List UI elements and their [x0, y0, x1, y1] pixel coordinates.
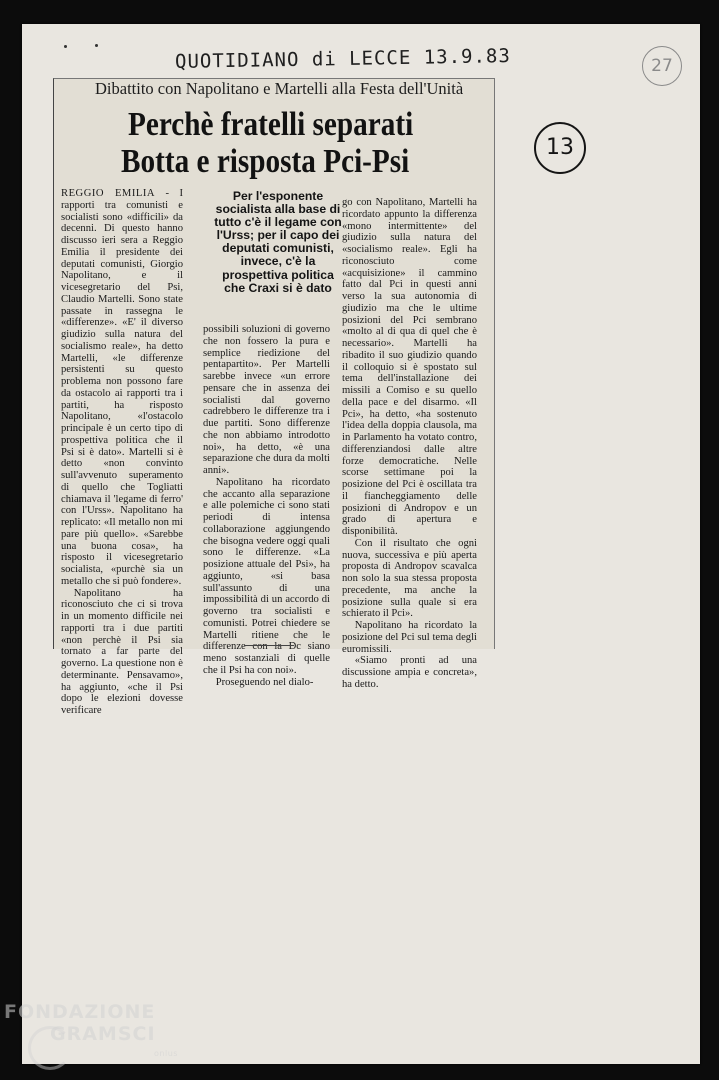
- column-2-paragraph-1: possibili soluzioni di governo che non fossero la pura e semplice riedizione del pentapartito». Per Martelli sarebbe invece «un errore pensare che in assenza dei socialisti dal governo cadrebbero le differenze tra i due partiti. Sono differenze che non abbiamo introdotto noi», ha detto, «è una separazione che dura da molti anni».: [203, 324, 330, 476]
- column-end-rule: [244, 645, 294, 646]
- column-1-paragraph-2: Napolitano ha riconosciuto che ci si trova in un momento difficile nei rapporti tra i due partiti «non perchè il Psi sia tornato a far parte del governo. La questione non è determinante. Pensavamo», ha aggiunto, «che il Psi dopo le elezioni dovesse verificare: [61, 587, 183, 716]
- watermark-line-2: GRAMSCI: [50, 1023, 156, 1045]
- circled-number-annotation: 13: [534, 122, 586, 174]
- column-1-paragraph-1: [61, 188, 183, 588]
- column-3-paragraph-1: go con Napolitano, Martelli ha ricordato appunto la differenza «mono intermittente» del giudizio sulla natura del «socialismo reale». Egli ha riconosciuto come «acquisizione» il cammino fatto dal Pci in questi anni verso la sua autonomia di giudizio ma che le ultime posizioni del Pci sembrano «molto al di qua di quel che è necessario». Martelli ha ribadito il suo giudizio quando il colloquio si è spostato sul tema dell'installazione dei missili a Comiso e su quello della pace e del disarmo. «Il Pci», ha detto, «ha sostenuto l'idea della doppia clausola, ma in Parlamento ha votato contro, differenziandosi dalle altre forze democratiche. Nelle scorse settimane poi la posizione del Pci è oscillata tra il fiancheggiamento delle posizioni di Andropov e un grado di apertura e disponibilità.: [342, 197, 477, 537]
- handwritten-source-note: QUOTIDIANO di LECCE 13.9.83: [174, 45, 512, 73]
- headline-line-1: Perchè fratelli separati: [128, 106, 414, 143]
- column-1-text: - I rapporti tra comunisti e socialisti sono «difficili» da decenni. Di questo hanno discusso ieri sera a Reggio Emilia il presidente dei deputati comunisti, Giorgio Napolitano, e il vicesegretario del Psi, Claudio Martelli. Sono state passate in rassegna le «differenze». «E' il diverso giudizio sulla natura del socialismo reale», ha detto Martelli, «le differenze persistenti su questo problema non possono fare da ostacolo ai rapporti tra i partiti, ha risposto Napolitano, «l'ostacolo principale è un certo tipo di prospettiva politica che il Psi si è dato». Martelli si è detto «non convinto sull'avvenuto superamento di quello che Togliatti chiamava il 'legame di ferro' con l'Urss». Napolitano ha replicato: «Il metallo non mi pare più quello». «Sarebbe una buona cosa», ha risposto il vicesegretario socialista, «purchè sia un metallo che si può fondere».: [61, 188, 183, 587]
- watermark-suffix: onlus: [154, 1049, 178, 1058]
- page-number-annotation: 27: [642, 46, 682, 86]
- article-subhead: Per l'esponente socialista alla base di tutto c'è il legame con l'Urss; per il capo dei deputati comunisti, invece, c'è la prospettiva politica che Craxi si è dato: [214, 189, 342, 295]
- headline-line-2: Botta e risposta Pci-Psi: [121, 143, 410, 180]
- fondazione-gramsci-watermark: [4, 1001, 178, 1058]
- article-kicker: Dibattito con Napolitano e Martelli alla Festa dell'Unità: [95, 79, 464, 98]
- column-3-paragraph-3: Napolitano ha ricordato la posizione del Pci sul tema degli euromissili.: [342, 620, 477, 655]
- column-3-paragraph-4: «Siamo pronti ad una discussione ampia e concreta», ha detto.: [342, 655, 477, 690]
- article-column-1: [61, 188, 183, 717]
- article-column-2: [203, 324, 330, 688]
- punch-mark: [64, 45, 67, 48]
- column-2-paragraph-3: Proseguendo nel dialo-: [215, 676, 314, 688]
- column-3-paragraph-2: Con il risultato che ogni nuova, successiva e più aperta proposta di Andropov scavalca non solo la sua stessa proposta precedente, ma anche la posizione sulla quale si era schierato il Pci».: [342, 537, 477, 620]
- column-2-paragraph-2: Napolitano ha ricordato che accanto alla separazione e alle polemiche ci sono stati periodi di intensa collaborazione aggiungendo che bisogna vedere oggi quali sono le differenze. «La posizione attuale del Psi», ha aggiunto, «si basa sull'assunto di una impossibilità di un accordo di governo tra socialisti e comunisti. Potrei chiedere se Martelli ritiene che le differenze con la Dc siano meno sostanziali di quelle che il Psi ha con noi».: [203, 476, 330, 676]
- article-column-3: [342, 197, 477, 691]
- watermark-line-1: FONDAZIONE: [4, 1001, 156, 1023]
- punch-mark: [95, 44, 98, 47]
- dateline: REGGIO EMILIA: [61, 188, 156, 199]
